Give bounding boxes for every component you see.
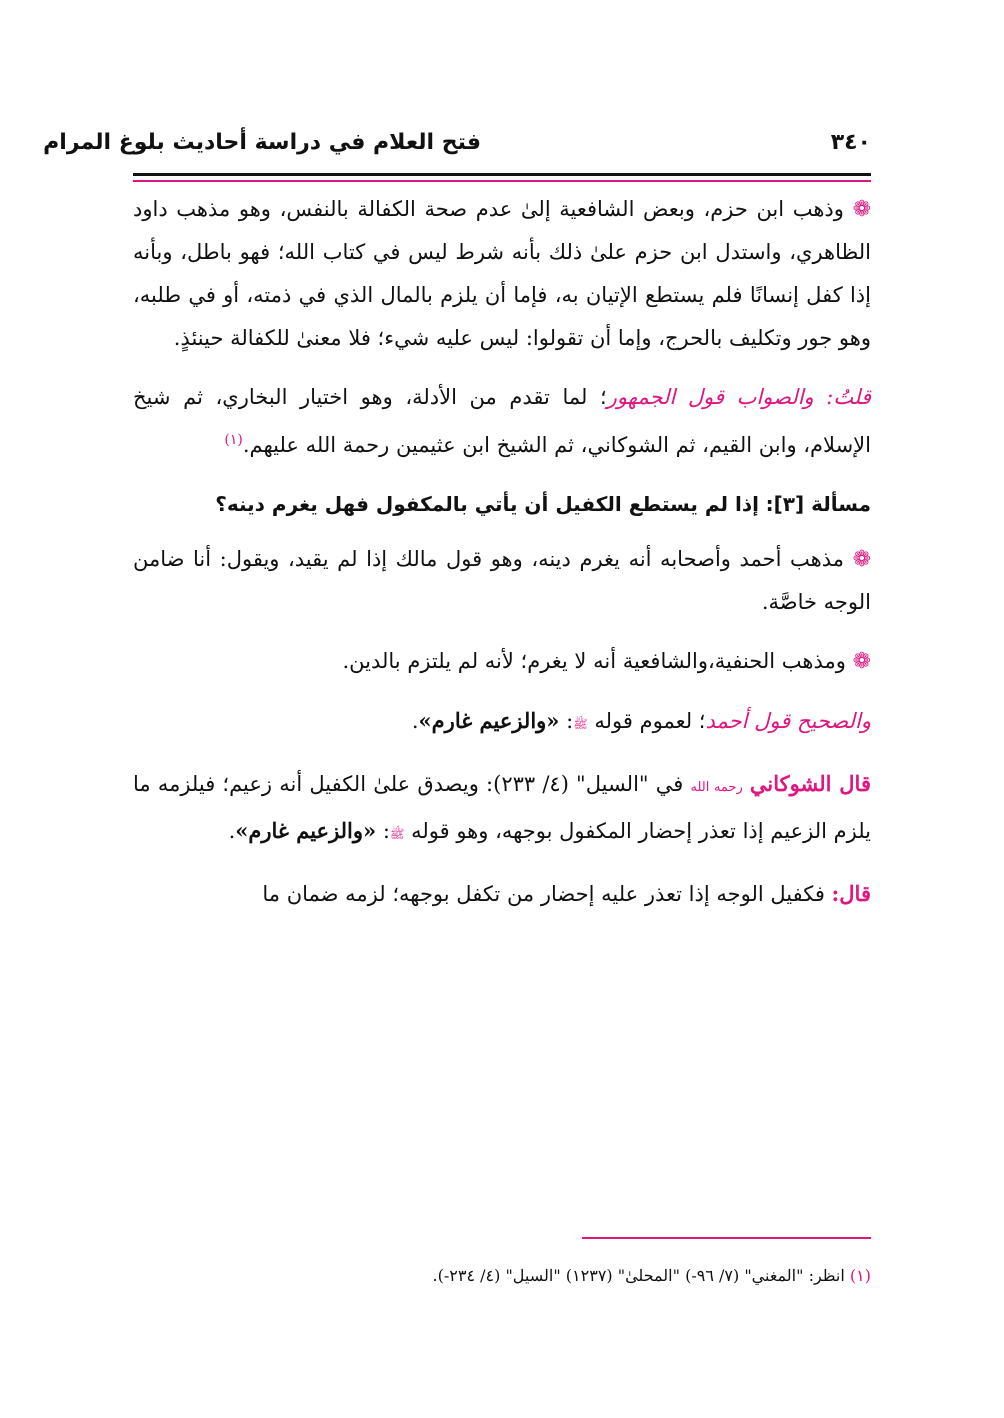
qala-label: قال: xyxy=(831,881,871,906)
salawat-glyph: ﷺ xyxy=(389,827,405,841)
footnote xyxy=(133,1263,871,1289)
book-title: فتح العلام في دراسة أحاديث بلوغ المرام xyxy=(43,130,481,155)
flower-ornament-icon: ❁ xyxy=(852,649,871,674)
colon: : xyxy=(382,819,390,843)
paragraph-text: ؛ لما تقدم من الأدلة، وهو اختيار البخاري، ثم شيخ الإسلام، وابن القيم، ثم الشوكاني، ثم الشيخ ابن عثيمين رحمة الله عليهم. xyxy=(133,385,871,457)
header-rule-black xyxy=(133,173,871,176)
page-header xyxy=(43,128,871,168)
period: . xyxy=(411,709,419,733)
header-rule-pink xyxy=(133,180,871,182)
flower-ornament-icon: ❁ xyxy=(852,547,871,572)
paragraph-text: في "السيل" (٤/ ٢٣٣): ويصدق علىٰ الكفيل أنه زعيم؛ فيلزمه ما يلزم الزعيم إذا تعذر إحضار المكفول بوجهه، وهو قوله xyxy=(133,772,871,843)
paragraph-text: مذهب أحمد وأصحابه أنه يغرم دينه، وهو قول مالك إذا لم يقيد، ويقول: أنا ضامن الوجه خاصَّة. xyxy=(133,547,871,614)
paragraph-text: فكفيل الوجه إذا تعذر عليه إحضار من تكفل بوجهه؛ لزمه ضمان ما xyxy=(262,882,825,906)
page-number: ٣٤٠ xyxy=(830,130,871,155)
rahimahullah-glyph: رحمه الله xyxy=(690,780,743,795)
paragraph-text: ومذهب الحنفية،والشافعية أنه لا يغرم؛ لأنه لم يلتزم بالدين. xyxy=(342,649,846,673)
highlight-phrase: والصحيح قول أحمد xyxy=(705,709,871,733)
footnote-text: انظر: "المغني" (٧/ ٩٦-) "المحلىٰ" (١٢٣٧) "السيل" (٤/ ٢٣٤-). xyxy=(432,1266,845,1285)
hadith-quote: «والزعيم غارم» xyxy=(235,818,377,843)
paragraph-qala xyxy=(133,872,871,916)
paragraph-preferred-view xyxy=(133,376,871,467)
question-label: مسألة [٣]: xyxy=(765,492,871,516)
paragraph-shawkani xyxy=(133,762,871,856)
footnote-reference: (١) xyxy=(224,432,243,448)
footnote-number: (١) xyxy=(849,1266,871,1285)
highlight-phrase: قلتُ: والصواب قول الجمهور xyxy=(606,385,871,409)
paragraph-text: ؛ لعموم قوله xyxy=(594,709,706,733)
paragraph-text: وذهب ابن حزم، وبعض الشافعية إلىٰ عدم صحة الكفالة بالنفس، وهو مذهب داود الظاهري، واستدل ابن حزم علىٰ ذلك بأنه شرط ليس في كتاب الله؛ فهو باطل، وبأنه إذا كفل إنسانًا فلم يستطع الإتيان به، فإما أن يلزم بالمال الذي في ذمته، أو في طلبه، وهو جور وتكليف بالحرج، وإما أن تقولوا: ليس عليه شيء؛ فلا معنىٰ للكفالة حينئذٍ. xyxy=(133,197,871,350)
paragraph-hanafi xyxy=(133,640,871,683)
period: . xyxy=(228,819,236,843)
footnote-rule xyxy=(582,1237,871,1239)
question-heading xyxy=(133,483,871,526)
paragraph-correct-view xyxy=(133,699,871,746)
flower-ornament-icon: ❁ xyxy=(852,197,871,222)
paragraph-ahmad xyxy=(133,538,871,624)
hadith-quote: «والزعيم غارم» xyxy=(418,708,560,733)
salawat-glyph: ﷺ xyxy=(573,717,588,731)
page-body xyxy=(133,188,871,932)
question-text: إذا لم يستطع الكفيل أن يأتي بالمكفول فهل يغرم دينه؟ xyxy=(215,492,759,516)
scholar-label: قال الشوكاني xyxy=(749,771,871,796)
colon: : xyxy=(566,709,574,733)
paragraph-ibn-hazm xyxy=(133,188,871,360)
